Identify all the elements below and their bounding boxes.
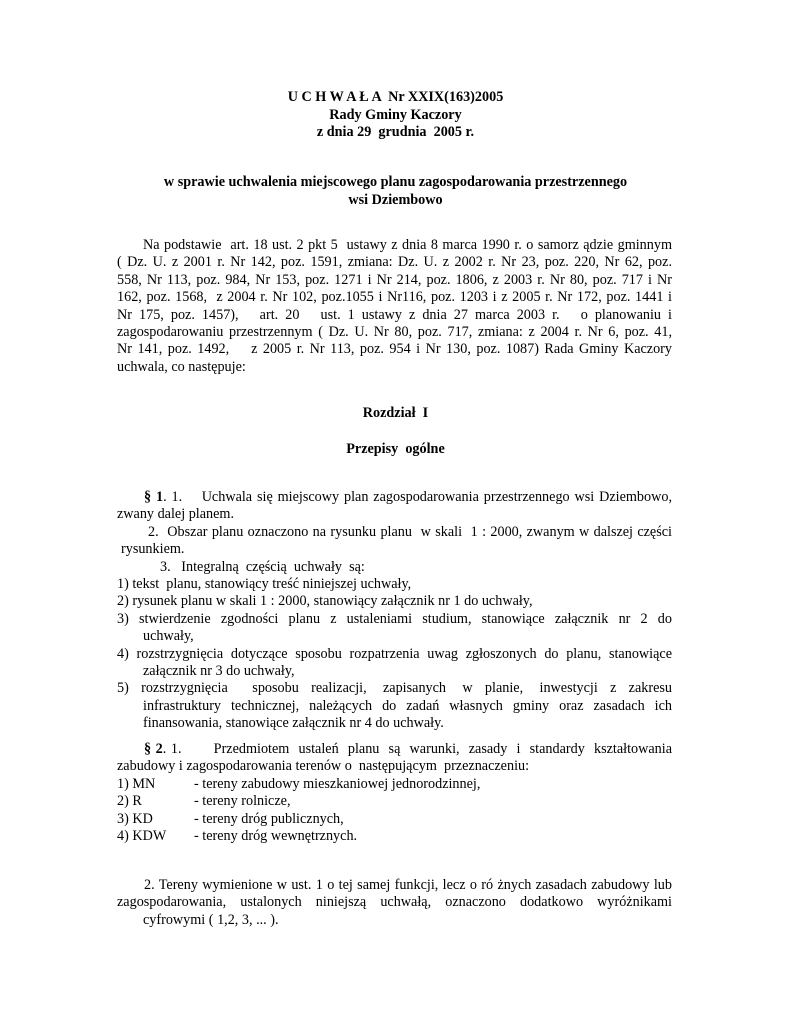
subject-line-2: wsi Dziembowo	[348, 191, 443, 208]
definition-code: 3) KD	[117, 810, 153, 827]
list-item: 3) stwierdzenie zgodności planu z ustaleniami studium, stanowiące załącznik nr 2 do	[117, 610, 672, 627]
paragraph-1	[117, 489, 672, 733]
list-item: 4) rozstrzygnięcia dotyczące sposobu rozpatrzenia uwag zgłoszonych do planu, stanowiące	[117, 645, 672, 662]
preamble-line: 162, poz. 1568, z 2004 r. Nr 102, poz.1055 i Nr116, poz. 1203 i z 2005 r. Nr 172, poz. 1441 i	[117, 289, 672, 306]
par1-line-3: 3. Integralną częścią uchwały są:	[160, 558, 365, 575]
definition-row	[117, 793, 480, 810]
list-item-cont: załącznik nr 3 do uchwały,	[143, 663, 295, 680]
chapter-subtitle: Przepisy ogólne	[346, 441, 445, 457]
definition-row	[117, 811, 480, 828]
preamble-line: zagospodarowaniu przestrzennym ( Dz. U. Nr 80, poz. 717, zmiana: z 2004 r. Nr 6, poz. 41,	[117, 324, 672, 341]
par1-line-1	[117, 489, 672, 506]
chapter-title: Rozdział I	[362, 405, 429, 421]
list-item-cont: finansowania, stanowiące załącznik nr 4 do uchwały.	[143, 715, 444, 732]
definition-code: 4) KDW	[117, 828, 167, 845]
par2-mark: § 2	[144, 741, 163, 757]
paragraph-2	[117, 741, 672, 845]
paragraph-2-section-2	[117, 877, 672, 929]
list-item-cont: uchwały,	[143, 628, 194, 645]
definition-row	[117, 776, 480, 793]
definition-code: 1) MN	[117, 775, 156, 792]
preamble	[117, 237, 672, 376]
list-item-cont: infrastruktury technicznej, należących do zadań własnych gminy oraz zasadach ich	[143, 697, 672, 714]
resolution-date: z dnia 29 grudnia 2005 r.	[316, 124, 475, 141]
par1-line-1b: zwany dalej planem.	[117, 506, 234, 523]
par1-line-2: 2. Obszar planu oznaczono na rysunku planu w skali 1 : 2000, zwanym w dalszej części	[148, 523, 672, 540]
resolution-subject	[0, 174, 791, 209]
definition-row	[117, 828, 480, 845]
par2-text: . 1. Przedmiotem ustaleń planu są warunki, zasady i standardy kształtowania	[162, 741, 672, 757]
par1-text: . 1. Uchwala się miejscowy plan zagospodarowania przestrzennego wsi Dziembowo,	[163, 489, 672, 505]
definition-desc: - tereny rolnicze,	[194, 793, 291, 810]
council-name: Rady Gminy Kaczory	[329, 106, 462, 123]
preamble-line: Nr 141, poz. 1492, z 2005 r. Nr 113, poz. 954 i Nr 130, poz. 1087) Rada Gminy Kaczory	[117, 341, 672, 358]
preamble-line: Nr 175, poz. 1457), art. 20 ust. 1 ustawy z dnia 27 marca 2003 r. o planowaniu i	[117, 306, 672, 323]
par2-s2-line: 2. Tereny wymienione w ust. 1 o tej samej funkcji, lecz o ró żnych zasadach zabudowy lub	[144, 877, 672, 893]
subject-line-1: w sprawie uchwalenia miejscowego planu zagospodarowania przestrzennego	[163, 174, 628, 190]
par2-line-1	[117, 741, 672, 758]
list-item: 1) tekst planu, stanowiący treść niniejszej uchwały,	[117, 576, 412, 593]
land-use-definitions	[117, 776, 480, 846]
list-item: 5) rozstrzygnięcia sposobu realizacji, zapisanych w planie, inwestycji z zakresu	[117, 680, 672, 697]
definition-code: 2) R	[117, 793, 142, 810]
par1-mark: § 1	[144, 489, 164, 505]
preamble-line: ( Dz. U. z 2001 r. Nr 142, poz. 1591, zmiana: Dz. U. z 2002 r. Nr 23, poz. 220, Nr 62, poz.	[117, 254, 672, 271]
resolution-header	[0, 89, 791, 142]
par2-s2-line: zagospodarowania, ustalonych niniejszą uchwałą, oznaczono dodatkowo wyróżnikami	[117, 894, 672, 911]
preamble-line: uchwala, co następuje:	[117, 358, 246, 375]
definition-desc: - tereny zabudowy mieszkaniowej jednorodzinnej,	[194, 775, 481, 792]
preamble-line: 558, Nr 113, poz. 984, Nr 153, poz. 1271 i Nr 214, poz. 1806, z 2003 r. Nr 80, poz. 717 i Nr	[117, 271, 672, 288]
definition-desc: - tereny dróg publicznych,	[194, 810, 344, 827]
definition-desc: - tereny dróg wewnętrznych.	[194, 828, 358, 845]
preamble-line: Na podstawie art. 18 ust. 2 pkt 5 ustawy z dnia 8 marca 1990 r. o samorz ądzie gminnym	[143, 237, 672, 253]
resolution-title: U C H W A Ł A Nr XXIX(163)2005	[287, 89, 504, 105]
par2-s2-line: cyfrowymi ( 1,2, 3, ... ).	[143, 911, 279, 928]
par1-line-2b: rysunkiem.	[121, 541, 185, 558]
par2-line-1b: zabudowy i zagospodarowania terenów o następującym przeznaczeniu:	[117, 758, 530, 775]
list-item: 2) rysunek planu w skali 1 : 2000, stanowiący załącznik nr 1 do uchwały,	[117, 593, 533, 610]
